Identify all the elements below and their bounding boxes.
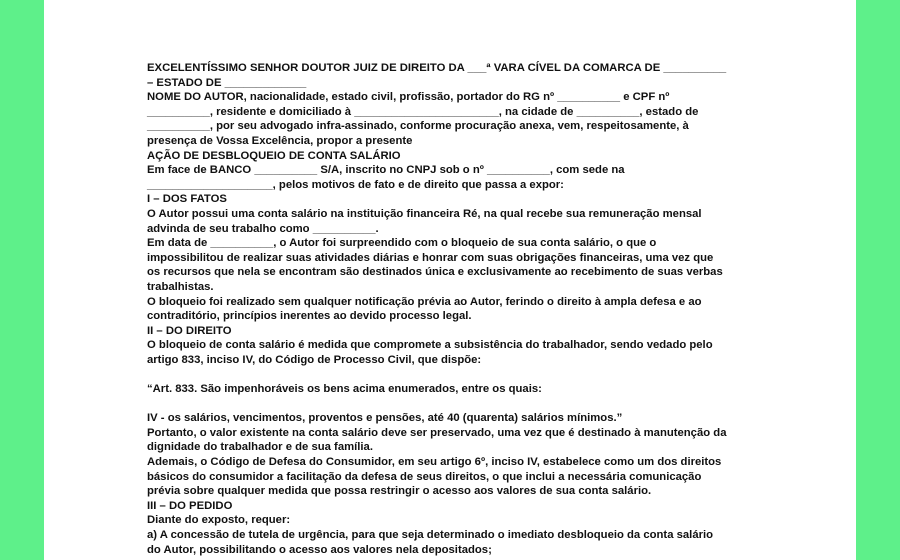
- facts-paragraph-line: O bloqueio foi realizado sem qualquer notificação prévia ao Autor, ferindo o direito à ampla defesa e ao: [147, 295, 702, 308]
- law-paragraph-line: O bloqueio de conta salário é medida que compromete a subsistência do trabalhador, sendo vedado pelo: [147, 339, 713, 352]
- facts-paragraph-line: O Autor possui uma conta salário na instituição financeira Ré, na qual recebe sua remuneração mensal: [147, 207, 702, 220]
- defendant-line: ____________________, pelos motivos de fato e de direito que passa a expor:: [147, 178, 564, 191]
- request-item-line: a) A concessão de tutela de urgência, para que seja determinado o imediato desbloqueio da conta salário: [147, 529, 714, 541]
- document-page: [44, 0, 856, 560]
- author-qualification-line: __________, por seu advogado infra-assinado, conforme procuração anexa, vem, respeitosamente, à: [147, 120, 689, 133]
- section-heading-law: II – DO DIREITO: [147, 324, 232, 337]
- request-item-line: do Autor, possibilitando o acesso aos valores nela depositados;: [147, 543, 492, 556]
- facts-paragraph-line: trabalhistas.: [147, 280, 214, 293]
- request-intro: Diante do exposto, requer:: [147, 514, 291, 527]
- quote-line: IV - os salários, vencimentos, proventos e pensões, até 40 (quarenta) salários mínimos.”: [147, 412, 623, 425]
- author-qualification-line: NOME DO AUTOR, nacionalidade, estado civil, profissão, portador do RG nº __________ e CPF nº: [147, 91, 670, 104]
- author-qualification-line: presença de Vossa Excelência, propor a presente: [147, 134, 413, 147]
- blank-line: [147, 397, 757, 412]
- defendant-line: Em face de BANCO __________ S/A, inscrito no CNPJ sob o nº __________, com sede na: [147, 164, 625, 177]
- facts-paragraph-line: impossibilitou de realizar suas atividades diárias e honrar com suas obrigações financeiras, uma vez que: [147, 251, 714, 264]
- facts-paragraph-line: Em data de __________, o Autor foi surpreendido com o bloqueio de sua conta salário, o que o: [147, 237, 657, 250]
- facts-paragraph-line: advinda de seu trabalho como __________.: [147, 222, 379, 235]
- law-paragraph-line: artigo 833, inciso IV, do Código de Processo Civil, que dispõe:: [147, 353, 482, 366]
- action-title: AÇÃO DE DESBLOQUEIO DE CONTA SALÁRIO: [147, 149, 401, 162]
- heading-state-line: – ESTADO DE _____________: [147, 76, 307, 89]
- blank-line: [147, 367, 757, 382]
- law-paragraph-line: básicos do consumidor a facilitação da defesa de seus direitos, o que inclui a necessária comunicação: [147, 470, 702, 483]
- section-heading-facts: I – DOS FATOS: [147, 193, 227, 206]
- facts-paragraph-line: os recursos que nela se encontram são destinados única e exclusivamente ao recebimento de suas verbas: [147, 266, 723, 279]
- quote-line: “Art. 833. São impenhoráveis os bens acima enumerados, entre os quais:: [147, 383, 542, 396]
- heading-addressee-line: EXCELENTÍSSIMO SENHOR DOUTOR JUIZ DE DIREITO DA ___ª VARA CÍVEL DA COMARCA DE __________: [147, 62, 727, 74]
- law-paragraph-line: prévia sobre qualquer medida que possa restringir o acesso aos valores de sua conta salário.: [147, 485, 652, 498]
- petition-text: [147, 61, 757, 557]
- facts-paragraph-line: contraditório, princípios inerentes ao devido processo legal.: [147, 310, 472, 323]
- section-heading-request: III – DO PEDIDO: [147, 499, 233, 512]
- law-paragraph-line: Portanto, o valor existente na conta salário deve ser preservado, uma vez que é destinado à manutenção da: [147, 426, 727, 439]
- law-paragraph-line: dignidade do trabalhador e de sua família.: [147, 441, 373, 454]
- author-qualification-line: __________, residente e domiciliado à _______________________, na cidade de __________, estado de: [147, 105, 699, 118]
- law-paragraph-line: Ademais, o Código de Defesa do Consumidor, em seu artigo 6º, inciso IV, estabelece como um dos direitos: [147, 456, 722, 469]
